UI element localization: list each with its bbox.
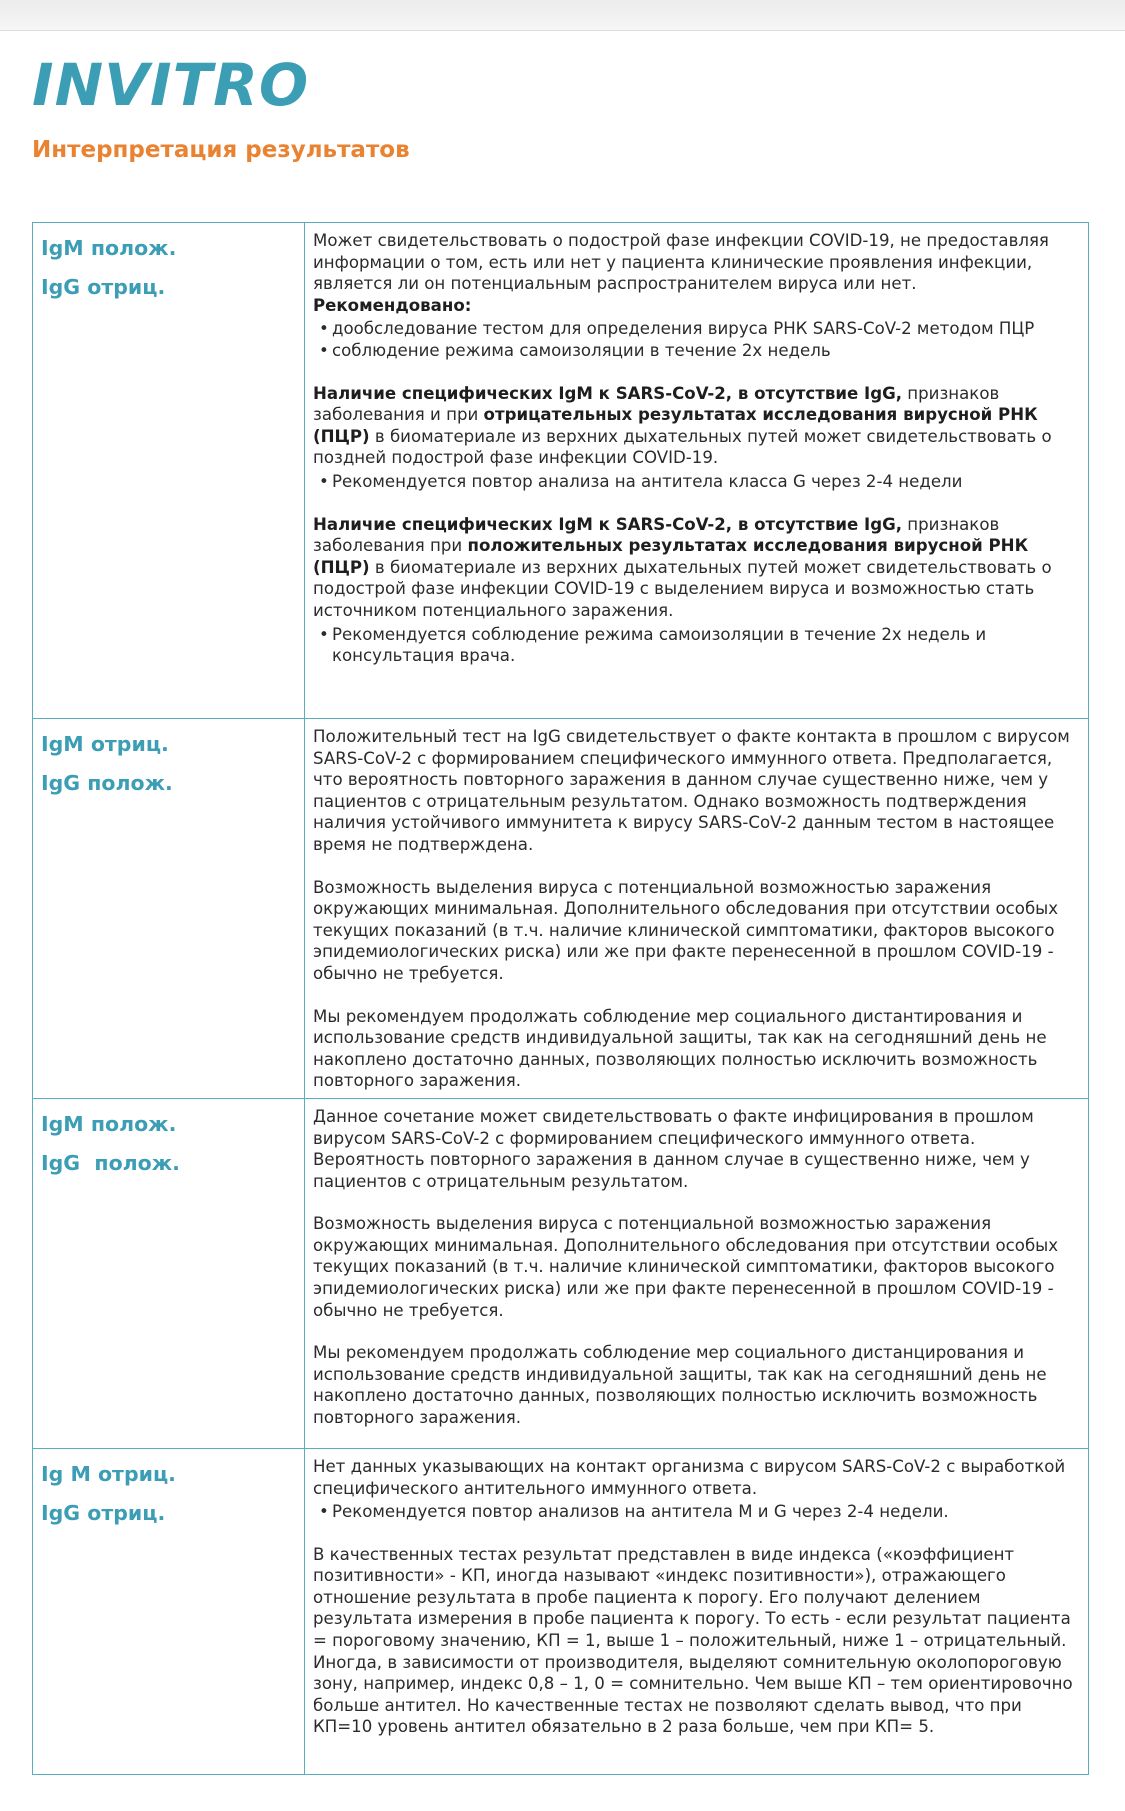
row-content-cell xyxy=(305,223,1089,719)
row-label-cell xyxy=(33,719,305,1099)
paragraph: Мы рекомендуем продолжать соблюдение мер социального дистантирования и использование средств индивидуальной защиты, так как на сегодняшний день не накоплено достаточно данных, позволяющих полностью исключить возможность повторного заражения. xyxy=(313,1006,1047,1091)
row-content-cell xyxy=(305,1448,1089,1774)
paragraph: Данное сочетание может свидетельствовать о факте инфицирования в прошлом вирусом SARS-CoV-2 с формированием специфического иммунного ответа. Вероятность повторного заражения в данном случае в существенно ниже, чем у пациентов с отрицательным результатом. xyxy=(313,1106,1034,1191)
igg-label: IgG полож. xyxy=(41,771,173,795)
paragraph: Нет данных указывающих на контакт организма с вирусом SARS-CoV-2 с выработкой специфического антительного иммунного ответа. xyxy=(313,1456,1066,1498)
igm-label: IgM отриц. xyxy=(41,732,169,756)
row-content-cell xyxy=(305,1098,1089,1448)
invitro-logo: INVITRO xyxy=(32,51,310,119)
paragraph: Может свидетельствовать о подострой фазе инфекции COVID-19, не предоставляя информации о том, есть или нет у пациента клинические проявления инфекции, является ли он потенциальным распространителем вируса или нет. xyxy=(313,231,1049,294)
igm-label: IgM полож. xyxy=(41,1111,177,1136)
recommendation-list xyxy=(313,318,1080,361)
paragraph: Наличие специфических IgM к SARS-CoV-2, в отсутствие IgG, признаков заболевания при положительных результатах исследования вирусной РНК (ПЦР) в биоматериале из верхних дыхательных путей может свидетельствовать о подострой фазе инфекции COVID-19 с выделением вируса и возможностью стать источником потенциального заражения. xyxy=(313,514,1052,620)
row-content-cell xyxy=(305,719,1089,1099)
paragraph: Возможность выделения вируса с потенциальной возможностью заражения окружающих минимальная. Дополнительного обследования при отсутствии особых текущих показаний (в т.ч. наличие клинической симптоматики, факторов высокого эпидемиологических риска) или же при факте перенесенной в прошлом COVID-19 - обычно не требуется. xyxy=(313,1214,1059,1320)
results-table xyxy=(32,222,1089,1775)
igg-label: IgG отриц. xyxy=(41,275,166,299)
recommendation-list xyxy=(313,624,1080,667)
paragraph: В качественных тестах результат представлен в виде индекса («коэффициент позитивности» - КП, иногда называют «индекс позитивности»), отражающего отношение результата в пробе пациента к порогу. Его получают делением результата измерения в пробе пациента к порогу. То есть - если результат пациента = пороговому значению, КП = 1, выше 1 – положительный, ниже 1 – отрицательный. Иногда, в зависимости от производителя, выделяют сомнительную околопороговую зону, например, индекс 0,8 – 1, 0 = сомнительно. Чем выше КП – тем ориентировочно больше антител. Но качественные тестах не позволяют сделать вывод, что при КП=10 уровень антител обязательно в 2 раза больше, чем при КП= 5. xyxy=(313,1544,1073,1737)
list-item: • Рекомендуется соблюдение режима самоизоляции в течение 2х недель и консультация врача. xyxy=(319,624,1080,667)
page-subtitle: Интерпретация результатов xyxy=(32,137,410,163)
list-item: • дообследование тестом для определения вируса РНК SARS-CoV-2 методом ПЦР xyxy=(319,318,1080,340)
top-bar xyxy=(0,0,1125,31)
list-item: • Рекомендуется повтор анализа на антитела класса G через 2-4 недели xyxy=(319,471,1080,493)
paragraph: Мы рекомендуем продолжать соблюдение мер социального дистанцирования и использование средств индивидуальной защиты, так как на сегодняшний день не накоплено достаточно данных, позволяющих полностью исключить возможность повторного заражения. xyxy=(313,1343,1047,1428)
row-label-cell xyxy=(33,1098,305,1448)
paragraph: Положительный тест на IgG свидетельствует о факте контакта в прошлом с вирусом SARS-CoV-2 с формированием специфического иммунного ответа. Предполагается, что вероятность повторного заражения в данном случае существенно ниже, чем у пациентов с отрицательным результатом. Однако возможность подтверждения наличия устойчивого иммунитета к вирусу SARS-CoV-2 данным тестом в настоящее время не подтверждена. xyxy=(313,727,1070,854)
igm-label: Ig M отриц. xyxy=(41,1461,176,1486)
table-row xyxy=(33,223,1089,719)
recommendation-list xyxy=(313,1501,1080,1523)
table-row xyxy=(33,1448,1089,1774)
row-label-cell xyxy=(33,1448,305,1774)
igm-label: IgM полож. xyxy=(41,236,177,260)
row-label-cell xyxy=(33,223,305,719)
table-row xyxy=(33,719,1089,1099)
recommended-title: Рекомендовано: xyxy=(313,295,472,315)
paragraph: Возможность выделения вируса с потенциальной возможностью заражения окружающих минимальная. Дополнительного обследования при отсутствии особых текущих показаний (в т.ч. наличие клинической симптоматики, факторов высокого эпидемиологических риска) или же при факте перенесенной в прошлом COVID-19 - обычно не требуется. xyxy=(313,877,1059,983)
list-item: • Рекомендуется повтор анализов на антитела М и G через 2-4 недели. xyxy=(319,1501,1080,1523)
list-item: • соблюдение режима самоизоляции в течение 2х недель xyxy=(319,340,1080,362)
igg-label: IgG отриц. xyxy=(41,1500,166,1525)
table-row xyxy=(33,1098,1089,1448)
recommendation-list xyxy=(313,471,1080,493)
paragraph: Наличие специфических IgM к SARS-CoV-2, в отсутствие IgG, признаков заболевания и при отрицательных результатах исследования вирусной РНК (ПЦР) в биоматериале из верхних дыхательных путей может свидетельствовать о поздней подострой фазе инфекции COVID-19. xyxy=(313,383,1052,468)
igg-label: IgG полож. xyxy=(41,1150,180,1175)
